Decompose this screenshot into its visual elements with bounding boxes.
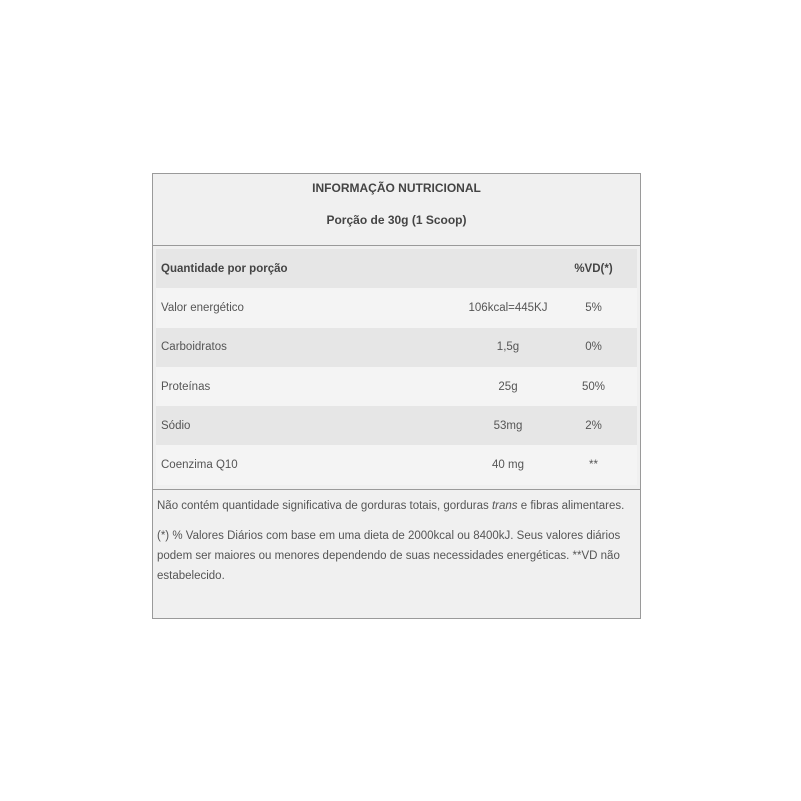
- nutrient-name: Valor energético: [161, 301, 244, 314]
- column-header-quantity: Quantidade por porção: [161, 262, 288, 275]
- table-header-row: [156, 249, 637, 288]
- nutrient-name: Sódio: [161, 419, 191, 432]
- table-row: [156, 288, 637, 327]
- nutrient-amount: 25g: [498, 380, 518, 393]
- nutrient-amount: 106kcal=445KJ: [468, 301, 548, 314]
- table-row: [156, 445, 637, 484]
- nutrition-table: [156, 249, 637, 489]
- fat-note-prefix: Não contém quantidade significativa de gorduras totais, gorduras: [157, 500, 492, 512]
- nutrition-notes: [153, 489, 640, 618]
- daily-value-note: (*) % Valores Diários com base em uma dieta de 2000kcal ou 8400kJ. Seus valores diários podem ser maiores ou menores dependendo de suas necessidades energéticas. **VD não estabelecido.: [157, 530, 621, 582]
- nutrition-header: [153, 174, 640, 246]
- nutrient-amount: 53mg: [493, 419, 523, 432]
- nutrient-vd: 2%: [585, 419, 602, 432]
- table-row: [156, 328, 637, 367]
- nutrient-vd: **: [589, 459, 598, 472]
- serving-size: Porção de 30g (1 Scoop): [326, 213, 467, 227]
- table-row: [156, 367, 637, 406]
- trans-fat-word: trans: [491, 500, 518, 512]
- fat-fiber-note: [157, 496, 634, 516]
- nutrition-title: INFORMAÇÃO NUTRICIONAL: [312, 181, 481, 195]
- nutrient-amount: 40 mg: [492, 459, 524, 472]
- nutrient-name: Proteínas: [161, 380, 211, 393]
- nutrient-name: Carboidratos: [161, 341, 227, 354]
- table-row: [156, 406, 637, 445]
- nutrition-facts-panel: [152, 173, 641, 619]
- column-header-vd: %VD(*): [574, 262, 613, 275]
- nutrient-vd: 50%: [581, 380, 606, 393]
- nutrient-amount: 1,5g: [496, 341, 520, 354]
- nutrient-name: Coenzima Q10: [161, 459, 238, 472]
- nutrient-vd: 0%: [585, 341, 602, 354]
- nutrient-vd: 5%: [585, 301, 602, 314]
- fat-note-suffix: e fibras alimentares.: [517, 500, 625, 512]
